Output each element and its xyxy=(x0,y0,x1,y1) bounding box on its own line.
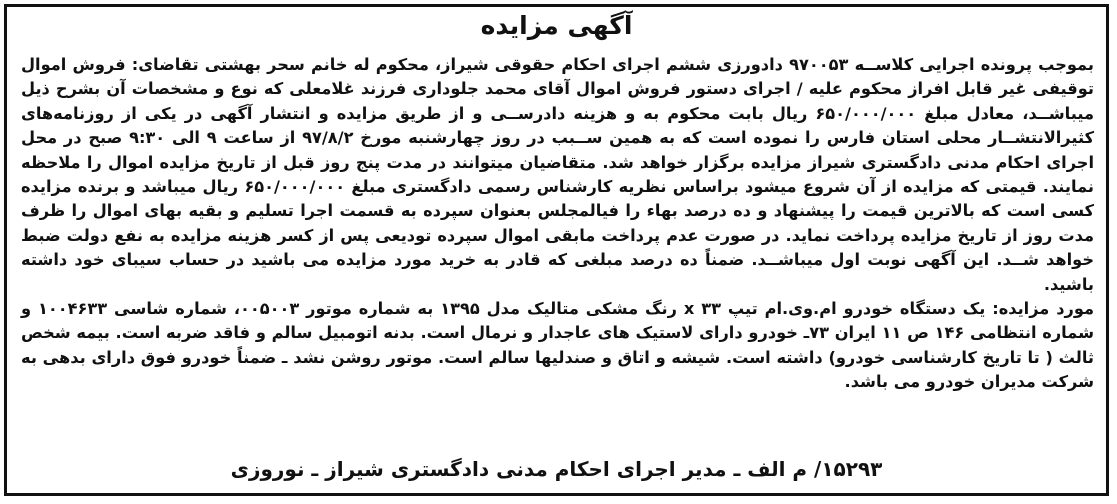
notice-title: آگهی مزایده xyxy=(480,11,633,40)
notice-signature: ۱۵۲۹۳/ م الف ـ مدیر اجرای احکام مدنی دادگستری شیراز ـ نوروزی xyxy=(230,457,883,481)
notice-frame xyxy=(4,4,1109,496)
notice-paragraph-terms: بموجب پرونده اجرایی کلاســه ۹۷۰۰۵۳ دادورزی ششم اجرای احکام حقوقی شیراز، محکوم له خانم سحر بهشتی تقاضای: فروش اموال توقیفی غیر قابل افراز محکوم علیه / اجرای دستور فروش اموال آقای محمد جلوداری فرزند غلامعلی که نوع و مشخصات آن بشرح ذیل میباشــد، معادل مبلغ ۶۵۰/۰۰۰/۰۰۰ ریال بابت محکوم به و هزینه دادرســی و از طریق مزایده و انتشار آگهی در یکی از روزنامه‌های کثیرالانتشــار محلی استان فارس را نموده است که به همین ســبب در روز چهارشنبه مورخ ۹۷/۸/۲ از ساعت ۹ الی ۹:۳۰ صبح در محل اجرای احکام مدنی دادگستری شیراز مزایده برگزار خواهد شد. متقاضیان میتوانند در مدت پنج روز قبل از تاریخ مزایده اموال را ملاحظه نمایند. قیمتی که مزایده از آن شروع میشود براساس نظریه کارشناس رسمی دادگستری مبلغ ۶۵۰/۰۰۰/۰۰۰ ریال میباشد و برنده مزایده کسی است که بالاترین قیمت را پیشنهاد و ده درصد بهاء را فیالمجلس بعنوان سپرده به قسمت اجرا تسلیم و بقیه بهای اموال را ظرف مدت روز از تاریخ مزایده پرداخت نماید. در صورت عدم پرداخت مابقی اموال سپرده تودیعی پس از کسر هزینه مزایده به نفع دولت ضبط خواهد شــد. این آگهی نوبت اول میباشــد. ضمناً ده درصد مبلغی که قادر به خرید مورد مزایده می باشید در حساب سیبای خود داشته باشید. xyxy=(21,55,1095,294)
notice-body xyxy=(21,53,1094,395)
notice-paragraph-item: مورد مزایده: یک دستگاه خودرو ام.وی.ام تیپ ۳۳ x رنگ مشکی متالیک مدل ۱۳۹۵ به شماره موتور ۰۰۵۰۰۳، شماره شاسی ۱۰۰۴۶۳۳ و شماره انتظامی ۱۴۶ ص ۱۱ ایران ۷۳ـ خودرو دارای لاستیک های عاجدار و نرمال است. بدنه اتومبیل سالم و فاقد ضربه است. بیمه شخص ثالث ( تا تاریخ کارشناسی خودرو) داشته است. شیشه و اتاق و صندلیها سالم است. موتور روشن نشد ـ ضمناً خودرو فوق دارای بدهی به شرکت مدیران خودرو می باشد. xyxy=(21,299,1095,392)
